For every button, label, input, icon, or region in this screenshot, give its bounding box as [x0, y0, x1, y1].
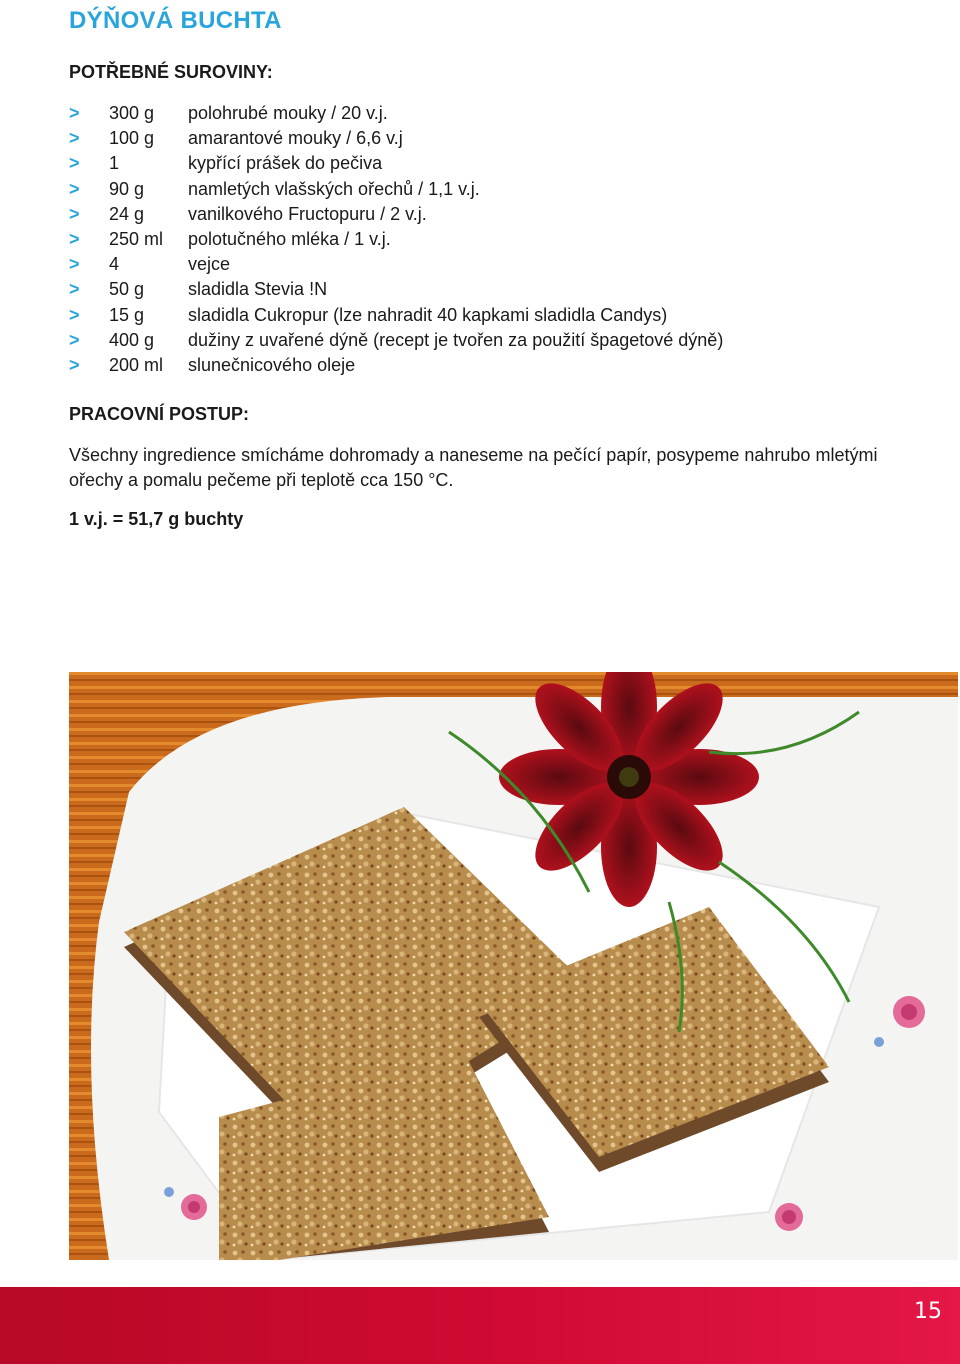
chevron-right-icon: > [69, 103, 80, 123]
cake-photo-illustration [69, 672, 958, 1260]
list-item [69, 277, 723, 302]
list-item [69, 177, 723, 202]
list-item [69, 101, 723, 126]
ingredient-quantity: 24 g [109, 203, 145, 224]
chevron-right-icon: > [69, 153, 80, 174]
list-item [69, 126, 723, 151]
chevron-right-icon: > [69, 178, 80, 199]
procedure-heading: PRACOVNÍ POSTUP: [69, 404, 250, 424]
recipe-photo [69, 672, 958, 1260]
page-number: 15 [914, 1299, 942, 1324]
ingredient-quantity: 1 [109, 153, 120, 174]
chevron-right-icon: > [69, 329, 80, 350]
ingredient-name: amarantové mouky / 6,6 v.j [188, 128, 403, 149]
procedure-text: Všechny ingredience smícháme dohromady a naneseme na pečící papír, posypeme nahrubo mletými ořechy a pomalu pečeme při teplotě cca 150 °C. [69, 445, 878, 490]
ingredient-name: polotučného mléka / 1 v.j. [188, 228, 391, 249]
ingredient-quantity: 300 g [109, 103, 155, 123]
chevron-right-icon: > [69, 228, 80, 249]
ingredient-name: slunečnicového oleje [188, 354, 356, 375]
ingredient-name: vejce [188, 254, 231, 275]
list-item [69, 252, 723, 277]
list-item [69, 328, 723, 353]
ingredient-quantity: 100 g [109, 128, 155, 149]
recipe-title: DÝŇOVÁ BUCHTA [69, 7, 282, 34]
ingredient-quantity: 400 g [109, 329, 155, 350]
ingredient-name: sladidla Stevia !N [188, 279, 328, 300]
chevron-right-icon: > [69, 304, 80, 325]
list-item [69, 353, 723, 378]
ingredient-quantity: 90 g [109, 178, 145, 199]
list-item [69, 202, 723, 227]
unit-note: 1 v.j. = 51,7 g buchty [69, 509, 244, 529]
list-item [69, 227, 723, 252]
chevron-right-icon: > [69, 279, 80, 300]
chevron-right-icon: > [69, 254, 80, 275]
footer-bar [0, 1287, 960, 1364]
list-item [69, 303, 723, 328]
ingredient-quantity: 250 ml [109, 228, 164, 249]
ingredient-quantity: 200 ml [109, 354, 164, 375]
ingredient-quantity: 50 g [109, 279, 145, 300]
list-item [69, 151, 723, 176]
chevron-right-icon: > [69, 203, 80, 224]
ingredient-quantity: 15 g [109, 304, 145, 325]
ingredient-name: namletých vlašských ořechů / 1,1 v.j. [188, 178, 480, 199]
ingredient-list [69, 101, 723, 378]
ingredient-name: sladidla Cukropur (lze nahradit 40 kapkami sladidla Candys) [188, 304, 668, 325]
chevron-right-icon: > [69, 354, 80, 375]
ingredient-name: vanilkového Fructopuru / 2 v.j. [188, 203, 427, 224]
ingredient-name: dužiny z uvařené dýně (recept je tvořen za použití špagetové dýně) [188, 329, 724, 350]
ingredient-name: polohrubé mouky / 20 v.j. [188, 103, 388, 123]
ingredient-quantity: 4 [109, 254, 120, 275]
chevron-right-icon: > [69, 128, 80, 149]
ingredients-heading: POTŘEBNÉ SUROVINY: [69, 62, 273, 82]
ingredient-name: kypřící prášek do pečiva [188, 153, 383, 174]
